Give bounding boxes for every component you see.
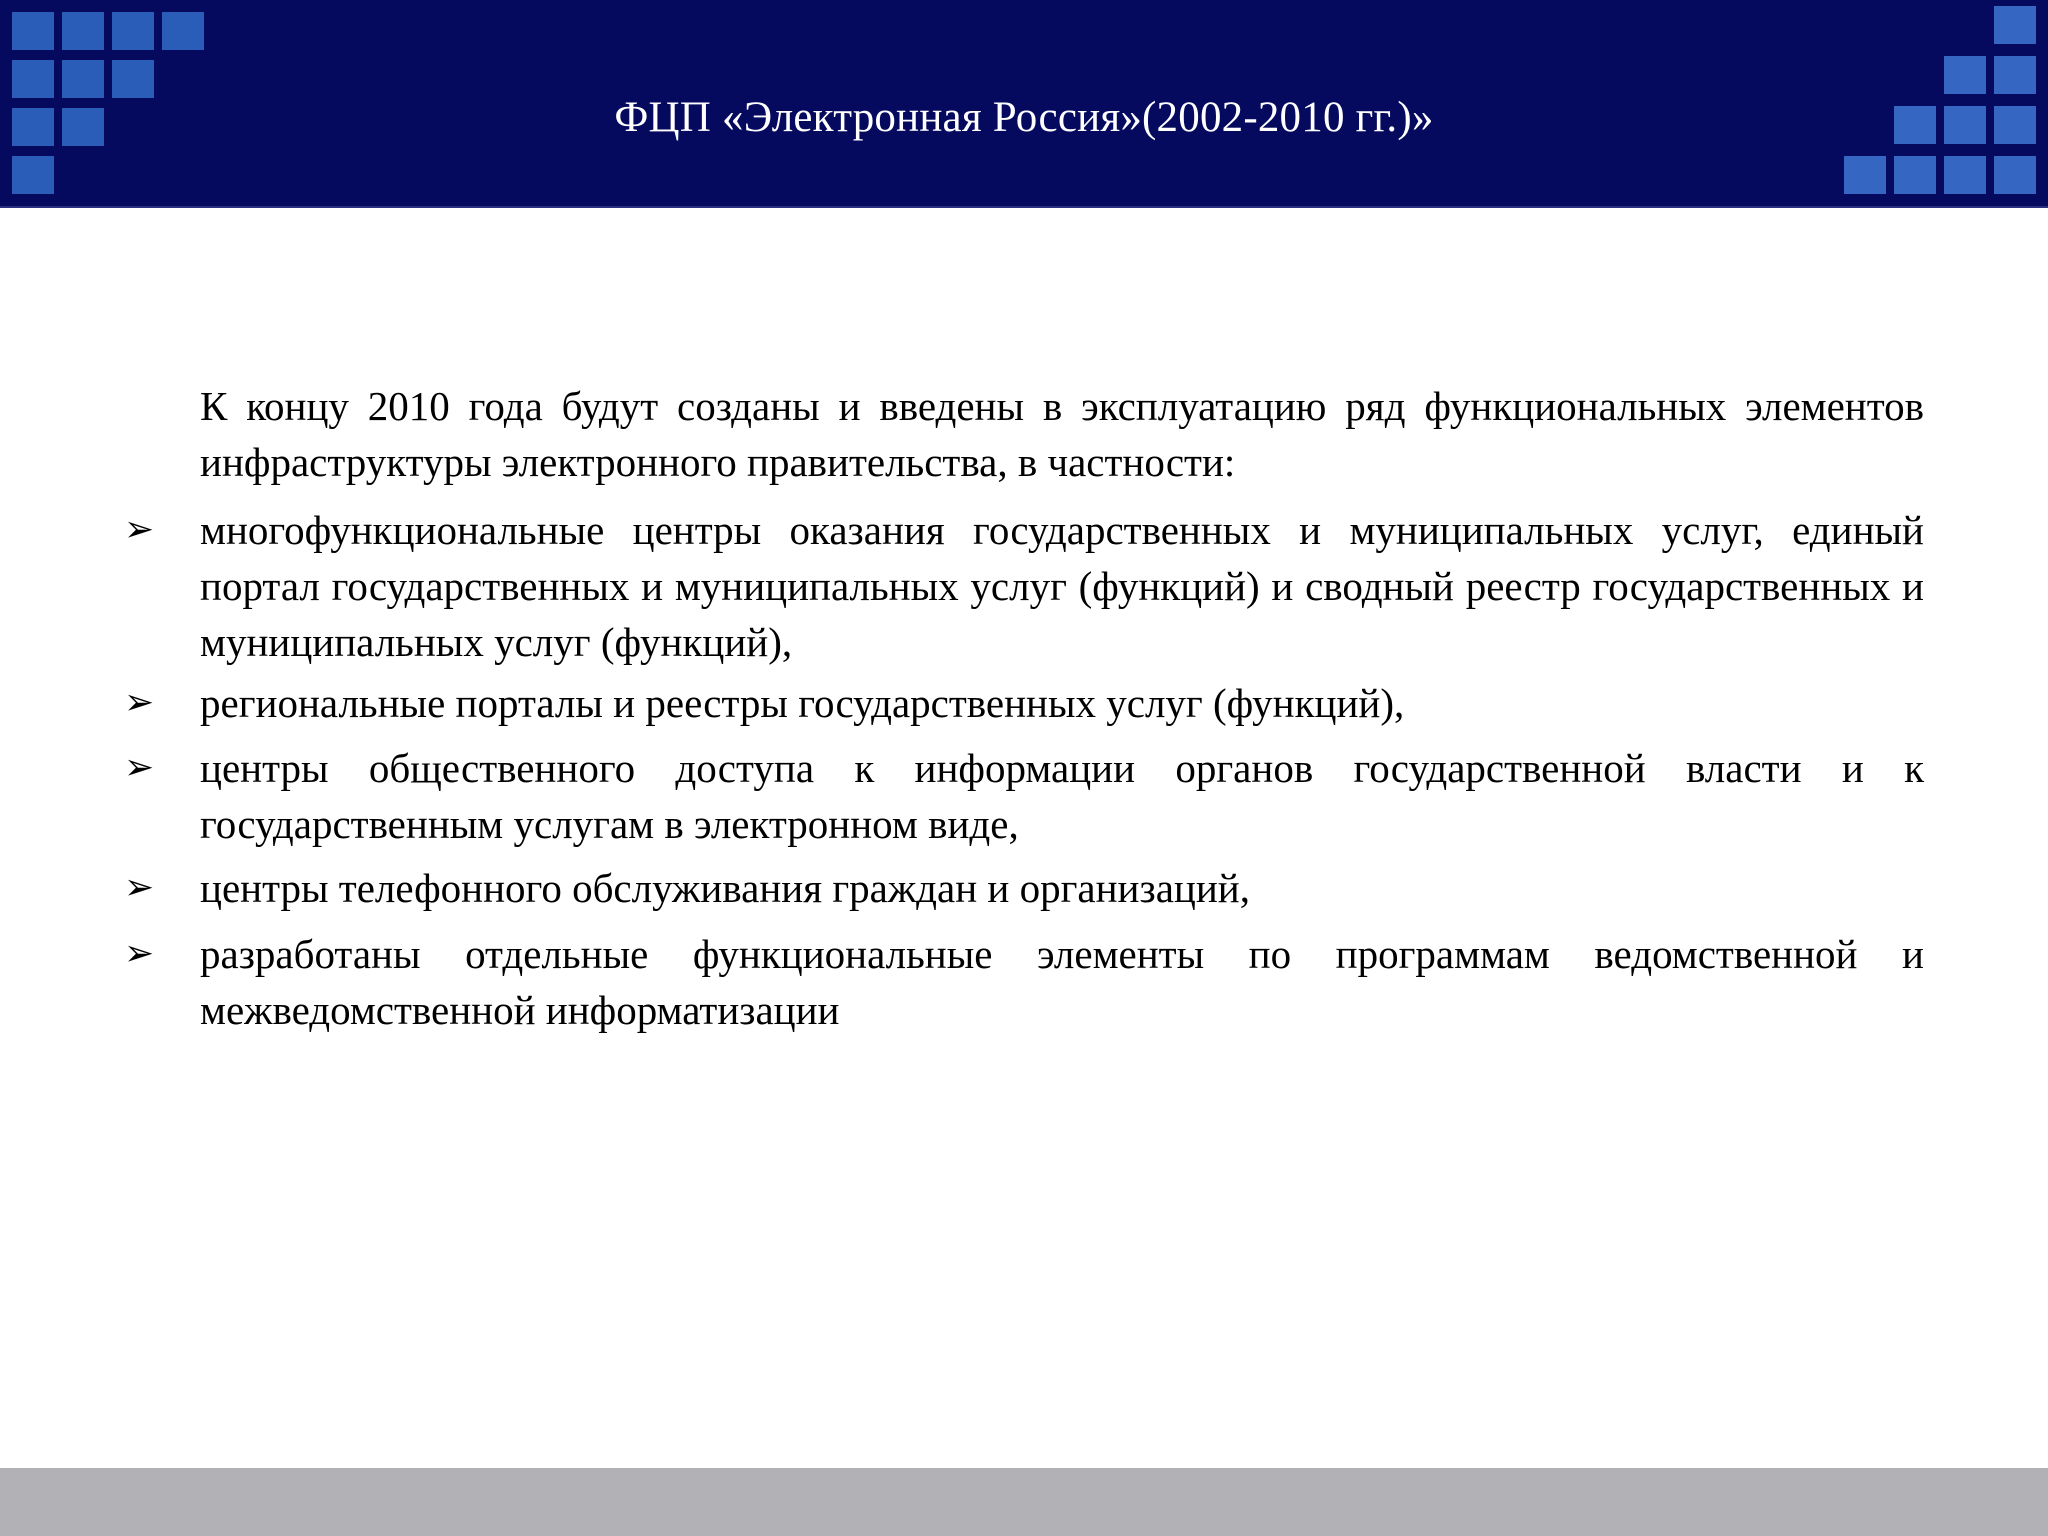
arrow-bullet-icon: ➢	[124, 509, 155, 550]
arrow-bullet-icon: ➢	[124, 933, 155, 974]
bullet-text: центры общественного доступа к информации органов государственной власти и к государственным услугам в электронном виде,	[200, 745, 1924, 847]
bullet-text: многофункциональные центры оказания государственных и муниципальных услуг, единый портал государственных и муниципальных услуг (функций) и сводный реестр государственных и муниципальных услуг (функций),	[200, 507, 1924, 665]
bullet-text: разработаны отдельные функциональные элементы по программам ведомственной и межведомственной информатизации	[200, 931, 1924, 1033]
intro-paragraph: К концу 2010 года будут созданы и введены в эксплуатацию ряд функциональных элементов инфраструктуры электронного правительства, в частности:	[200, 383, 1924, 485]
footer-bar	[0, 1468, 2048, 1536]
arrow-bullet-icon: ➢	[124, 867, 155, 908]
arrow-bullet-icon: ➢	[124, 682, 155, 723]
bullet-text: региональные порталы и реестры государственных услуг (функций),	[200, 680, 1405, 726]
arrow-bullet-icon: ➢	[124, 747, 155, 788]
slide-title: ФЦП «Электронная Россия»(2002-2010 гг.)»	[614, 94, 1434, 141]
bullet-text: центры телефонного обслуживания граждан и организаций,	[200, 865, 1250, 911]
